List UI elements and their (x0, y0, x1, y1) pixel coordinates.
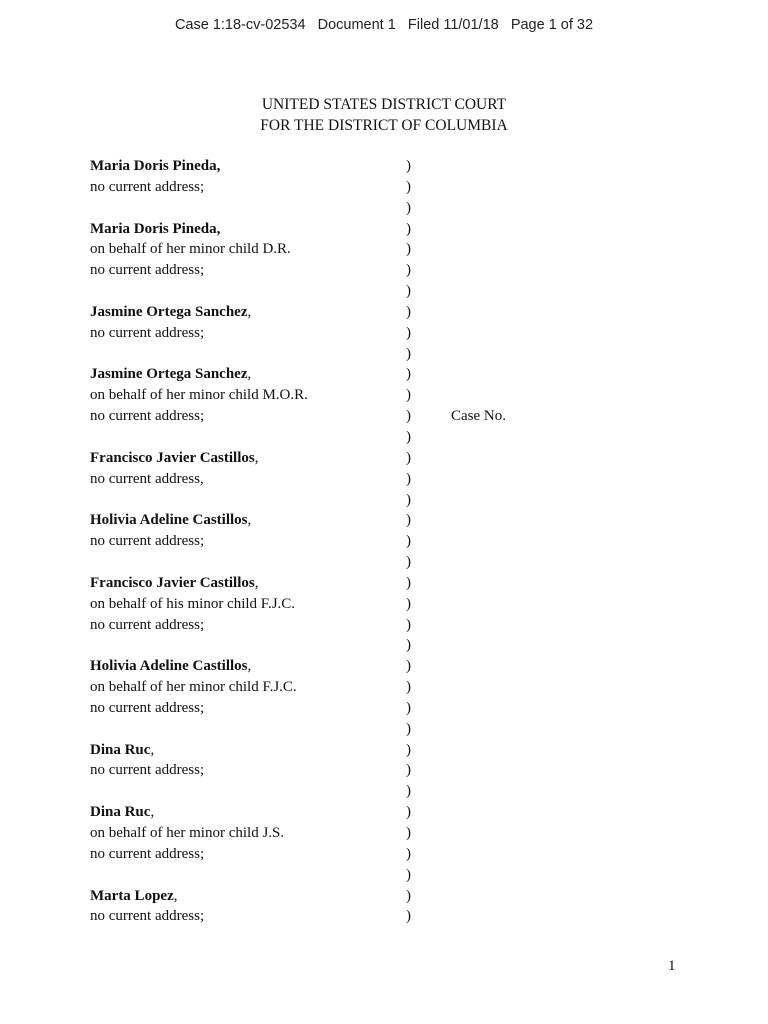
caption-line (90, 552, 530, 573)
party-text (90, 656, 251, 677)
caption-parenthesis: ) (406, 512, 411, 529)
caption-parenthesis: ) (406, 178, 411, 195)
caption-parenthesis: ) (406, 345, 411, 362)
caption-parenthesis: ) (406, 491, 411, 508)
party-name: Maria Doris Pineda, (90, 158, 221, 174)
caption-line (90, 573, 530, 594)
party-name: Dina Ruc (90, 804, 151, 821)
caption-line (90, 281, 530, 302)
caption-line (90, 781, 530, 802)
caption-parenthesis: ) (406, 658, 411, 675)
party-text (90, 823, 284, 844)
party-name: Dina Ruc (90, 741, 151, 758)
party-detail: no current address; (90, 845, 205, 862)
party-text (90, 906, 204, 927)
caption-line (90, 427, 530, 448)
party-text (90, 802, 154, 823)
party-detail: on behalf of her minor child D.R. (90, 241, 291, 258)
caption-parenthesis: ) (406, 637, 411, 654)
party-text (90, 219, 220, 240)
caption-line (90, 406, 530, 427)
party-name: Francisco Javier Castillos (90, 449, 255, 466)
party-text (90, 886, 177, 907)
caption-parenthesis: ) (406, 825, 411, 841)
party-text (90, 615, 204, 636)
caption-parenthesis: ) (406, 262, 411, 279)
caption-parenthesis: ) (406, 387, 411, 404)
caption-line (90, 177, 530, 198)
party-detail: no current address; (90, 178, 205, 195)
caption-parenthesis: ) (406, 616, 411, 633)
caption-parenthesis: ) (406, 554, 411, 571)
party-detail: on behalf of her minor child M.O.R. (90, 387, 308, 404)
caption-parenthesis: ) (406, 449, 411, 466)
caption-line (90, 635, 530, 656)
caption-parenthesis: ) (406, 241, 411, 258)
caption-parenthesis: ) (406, 866, 411, 883)
party-name: Holivia Adeline Castillos (90, 658, 248, 675)
caption-line (90, 594, 530, 615)
caption-parenthesis: ) (406, 408, 411, 425)
party-text (90, 531, 204, 552)
caption-line (90, 364, 530, 385)
caption-parenthesis: ) (406, 887, 411, 904)
document-number: Document 1 (317, 17, 396, 33)
party-text (90, 510, 251, 531)
party-text (90, 177, 204, 198)
page-of: Page 1 of 32 (510, 17, 594, 33)
party-name: Jasmine Ortega Sanchez (90, 366, 248, 383)
caption-line (90, 156, 530, 177)
caption-line (90, 906, 530, 927)
party-text (90, 385, 308, 406)
party-text (90, 698, 204, 719)
caption-parenthesis: ) (406, 533, 411, 550)
case-no-label: Case No. (451, 408, 506, 425)
party-text (90, 677, 297, 698)
party-detail: no current address; (90, 762, 205, 779)
page-number: 1 (668, 958, 676, 974)
party-text (90, 323, 204, 344)
caption-parenthesis: ) (406, 158, 411, 174)
caption-parenthesis: ) (406, 908, 411, 925)
caption-parenthesis: ) (406, 574, 411, 591)
caption-line (90, 260, 530, 281)
caption-parenthesis: ) (406, 845, 411, 862)
party-name-punctuation: , (254, 449, 259, 466)
party-detail: no current address; (90, 616, 205, 633)
party-name: Holivia Adeline Castillos (90, 512, 248, 529)
caption-line (90, 469, 530, 490)
caption-line (90, 490, 530, 511)
case-number: Case 1:18-cv-02534 (174, 17, 306, 33)
party-text (90, 302, 251, 323)
party-name-punctuation: , (247, 366, 252, 383)
caption-line (90, 385, 530, 406)
party-text (90, 740, 154, 761)
party-name-punctuation: , (247, 658, 252, 675)
caption-parenthesis: ) (406, 470, 411, 487)
party-detail: on behalf of her minor child J.S. (90, 825, 285, 841)
caption-line (90, 531, 530, 552)
caption-line (90, 740, 530, 761)
caption-line (90, 698, 530, 719)
caption-line (90, 656, 530, 677)
party-detail: no current address; (90, 408, 205, 425)
caption-line (90, 844, 530, 865)
caption-line (90, 239, 530, 260)
party-name: Francisco Javier Castillos (90, 574, 255, 591)
party-name-punctuation: , (150, 741, 155, 758)
caption-parenthesis: ) (406, 783, 411, 800)
party-detail: on behalf of his minor child F.J.C. (90, 595, 296, 612)
caption-line (90, 802, 530, 823)
party-detail: on behalf of her minor child F.J.C. (90, 679, 297, 696)
party-text (90, 448, 258, 469)
caption-parenthesis: ) (406, 595, 411, 612)
party-detail: no current address; (90, 908, 205, 925)
caption-parenthesis: ) (406, 303, 411, 320)
party-name: Jasmine Ortega Sanchez (90, 303, 248, 320)
caption-parenthesis: ) (406, 679, 411, 696)
caption-parenthesis: ) (406, 199, 411, 216)
party-name-punctuation: , (150, 804, 155, 821)
caption-parenthesis: ) (406, 699, 411, 716)
caption-line (90, 219, 530, 240)
party-text (90, 406, 204, 427)
party-detail: no current address, (90, 470, 204, 487)
court-caption (0, 94, 768, 136)
caption-parenthesis: ) (406, 324, 411, 341)
party-detail: no current address; (90, 262, 205, 279)
party-name-punctuation: , (247, 512, 252, 529)
filed-date: Filed 11/01/18 (407, 17, 499, 33)
caption-line (90, 886, 530, 907)
document-header (0, 17, 768, 33)
party-text (90, 594, 295, 615)
caption-parenthesis: ) (406, 804, 411, 821)
caption-parenthesis: ) (406, 366, 411, 383)
caption-line (90, 615, 530, 636)
party-name-punctuation: , (173, 887, 178, 904)
party-detail: no current address; (90, 699, 205, 716)
caption-line (90, 823, 530, 844)
party-text (90, 469, 204, 490)
party-name-punctuation: , (247, 303, 252, 320)
court-name: UNITED STATES DISTRICT COURT (261, 96, 507, 113)
party-text (90, 844, 204, 865)
caption-line (90, 302, 530, 323)
party-text (90, 760, 204, 781)
caption-parenthesis: ) (406, 428, 411, 445)
caption-line (90, 344, 530, 365)
caption-line (90, 760, 530, 781)
party-detail: no current address; (90, 324, 205, 341)
party-name: Maria Doris Pineda, (90, 220, 221, 237)
party-name-punctuation: , (254, 574, 259, 591)
party-detail: no current address; (90, 533, 205, 550)
caption-parenthesis: ) (406, 283, 411, 300)
party-text (90, 156, 220, 177)
party-text (90, 260, 204, 281)
caption-line (90, 448, 530, 469)
party-text (90, 364, 251, 385)
caption-line (90, 198, 530, 219)
court-district: FOR THE DISTRICT OF COLUMBIA (260, 117, 508, 134)
caption-parties (90, 156, 530, 927)
party-text (90, 239, 291, 260)
caption-line (90, 510, 530, 531)
caption-parenthesis: ) (406, 220, 411, 237)
caption-line (90, 323, 530, 344)
caption-line (90, 677, 530, 698)
caption-parenthesis: ) (406, 762, 411, 779)
caption-line (90, 865, 530, 886)
caption-parenthesis: ) (406, 741, 411, 758)
party-name: Marta Lopez (90, 887, 174, 904)
party-text (90, 573, 258, 594)
caption-parenthesis: ) (406, 720, 411, 737)
caption-line (90, 719, 530, 740)
